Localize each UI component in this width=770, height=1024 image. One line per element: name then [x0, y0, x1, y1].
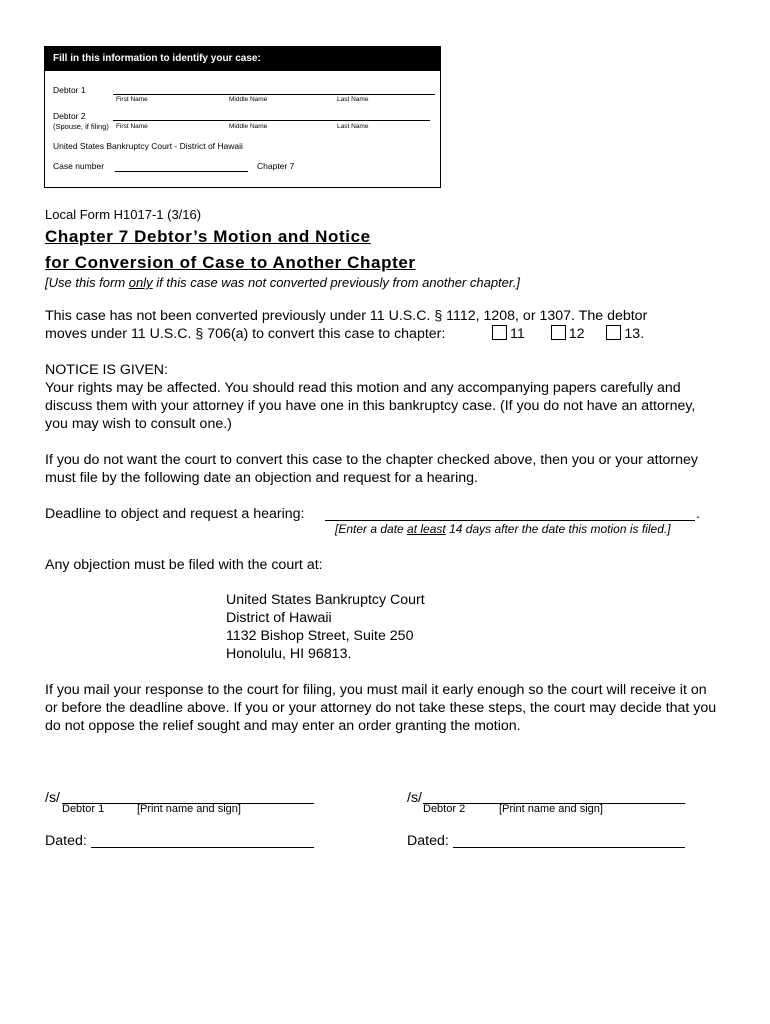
debtor2-label: Debtor 2	[53, 111, 86, 121]
debtor2-sig-label: Debtor 2	[423, 803, 466, 815]
instruction-pre: [Use this form	[45, 275, 129, 290]
debtor2-print-name-label: [Print name and sign]	[499, 803, 603, 815]
chapter-13-label: 13.	[624, 326, 645, 342]
debtor2-first-name-label: First Name	[116, 123, 148, 130]
debtor1-first-name-label: First Name	[116, 96, 148, 103]
debtor1-date-field[interactable]	[91, 847, 314, 848]
deadline-period: .	[696, 506, 700, 522]
chapter-13-checkbox[interactable]	[606, 325, 621, 340]
objection-intro: Any objection must be filed with the court at:	[45, 557, 323, 573]
chapter-label: Chapter 7	[257, 161, 295, 171]
deadline-hint-post: 14 days after the date this motion is filed.]	[445, 522, 671, 536]
deadline-hint-at-least: at least	[407, 522, 446, 536]
deadline-date-field[interactable]	[325, 520, 695, 521]
debtor2-s-prefix: /s/	[407, 790, 422, 806]
debtor1-last-name-label: Last Name	[337, 96, 369, 103]
case-box-header: Fill in this information to identify your case:	[45, 47, 440, 71]
deadline-hint-pre: [Enter a date	[335, 522, 408, 536]
chapter-11-checkbox[interactable]	[492, 325, 507, 340]
court-name: United States Bankruptcy Court - District of Hawaii	[53, 141, 243, 151]
debtor2-name-field[interactable]	[113, 120, 430, 121]
chapter-12-label: 12	[568, 326, 585, 342]
motion-line-1: This case has not been converted previously under 11 U.S.C. § 1112, 1208, or 1307. The debtor	[45, 308, 648, 324]
case-number-field[interactable]	[115, 171, 248, 172]
case-info-box	[44, 46, 441, 188]
address-line-4: Honolulu, HI 96813.	[226, 646, 352, 662]
debtor2-date-field[interactable]	[453, 847, 685, 848]
notice-heading: NOTICE IS GIVEN:	[45, 362, 168, 378]
motion-line-2-text: moves under 11 U.S.C. § 706(a) to convert this case to chapter:	[45, 326, 446, 342]
spouse-label: (Spouse, if filing)	[53, 122, 109, 131]
notice-paragraph-1: Your rights may be affected. You should read this motion and any accompanying papers carefully and discuss them with your attorney if you have one in this bankruptcy case. (If you do not have an attorney, you may wish to consult one.)	[45, 380, 696, 432]
debtor1-label: Debtor 1	[53, 85, 86, 95]
debtor2-middle-name-label: Middle Name	[229, 123, 268, 130]
address-line-1: United States Bankruptcy Court	[226, 592, 425, 608]
chapter-options	[492, 325, 644, 343]
notice-paragraph-2: If you do not want the court to convert this case to the chapter checked above, then you or your attorney must file by the following date an objection and request for a hearing.	[45, 452, 699, 486]
mail-paragraph: If you mail your response to the court for filing, you must mail it early enough so the court will receive it on or before the deadline above. If you or your attorney do not take these steps, the court may decide that you do not oppose the relief sought and may enter an order granting the motion.	[45, 682, 717, 734]
chapter-12-checkbox[interactable]	[551, 325, 566, 340]
debtor1-s-prefix: /s/	[45, 790, 60, 806]
instruction-only: only	[128, 275, 153, 290]
debtor1-name-field[interactable]	[113, 94, 435, 95]
court-address	[226, 591, 425, 663]
debtor1-print-name-label: [Print name and sign]	[137, 803, 241, 815]
deadline-label: Deadline to object and request a hearing:	[45, 506, 305, 522]
debtor2-last-name-label: Last Name	[337, 123, 369, 130]
title-line-2: for Conversion of Case to Another Chapter	[45, 253, 416, 272]
motion-line-2	[45, 325, 445, 343]
chapter-11-label: 11	[510, 326, 525, 342]
address-line-2: District of Hawaii	[226, 610, 332, 626]
instruction	[45, 275, 520, 290]
debtor1-middle-name-label: Middle Name	[229, 96, 268, 103]
instruction-post: if this case was not converted previously from another chapter.]	[152, 275, 520, 290]
debtor1-dated-label: Dated:	[45, 833, 87, 849]
address-line-3: 1132 Bishop Street, Suite 250	[226, 628, 414, 644]
case-number-label: Case number	[53, 161, 105, 171]
debtor2-dated-label: Dated:	[407, 833, 449, 849]
debtor1-sig-label: Debtor 1	[62, 803, 105, 815]
deadline-hint	[335, 522, 671, 536]
title-line-1: Chapter 7 Debtor’s Motion and Notice	[45, 227, 371, 246]
form-id: Local Form H1017-1 (3/16)	[45, 207, 202, 222]
